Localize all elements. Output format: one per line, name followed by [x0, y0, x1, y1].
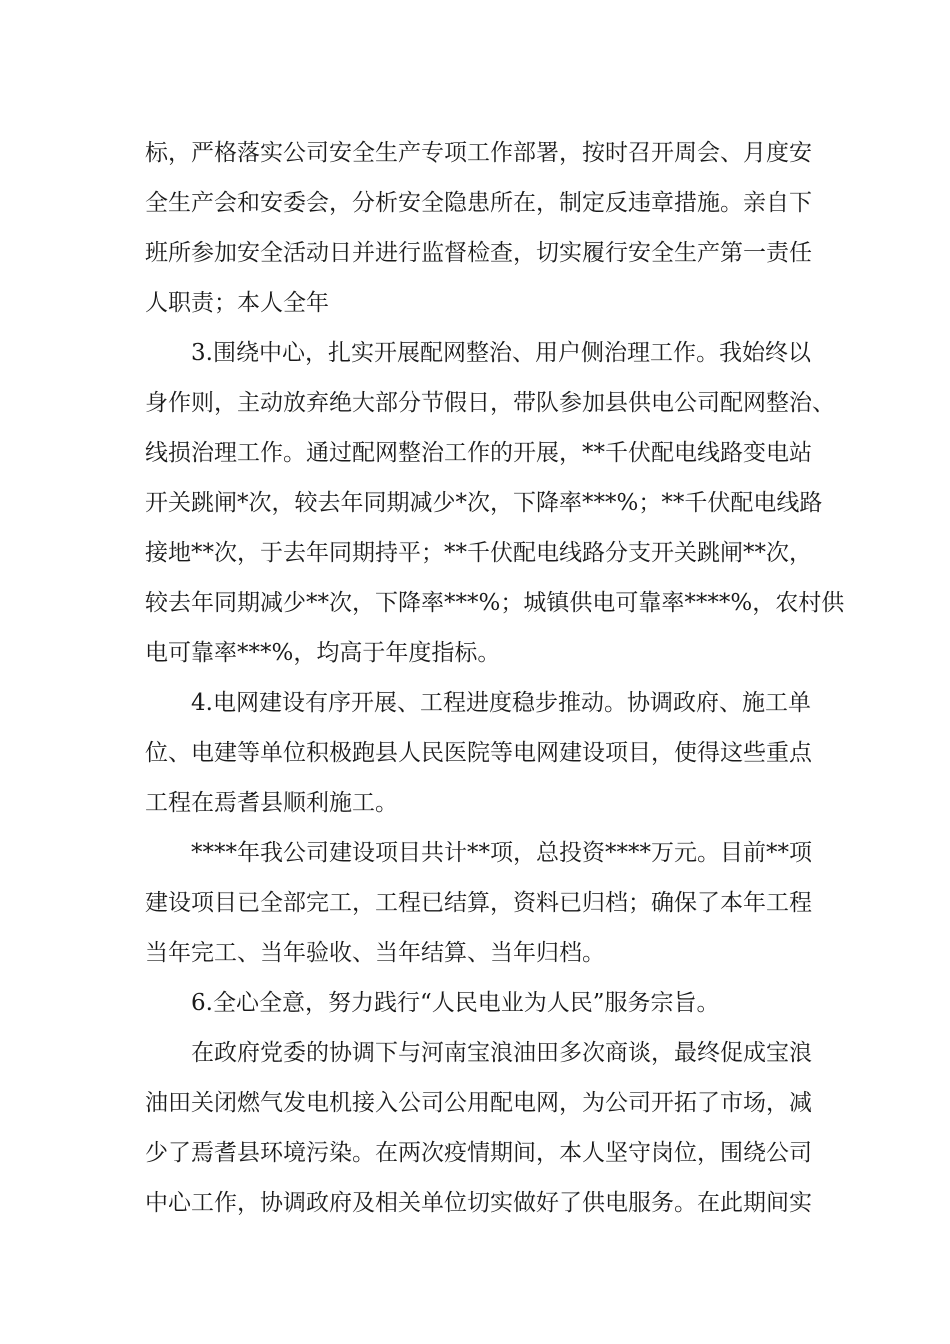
- text-line: 线损治理工作。通过配网整治工作的开展，**千伏配电线路变电站: [145, 440, 812, 466]
- text-line: 工程在焉耆县顺利施工。: [145, 790, 398, 816]
- text-line: 全生产会和安委会，分析安全隐患所在，制定反违章措施。亲自下: [145, 190, 812, 216]
- document-body: [145, 128, 845, 1228]
- text-line: 电可靠率***%，均高于年度指标。: [145, 640, 501, 666]
- paragraph-safety-continuation: [145, 128, 815, 328]
- text-line: 较去年同期减少**次，下降率***%；城镇供电可靠率****%，农村供: [145, 590, 845, 616]
- text-line: 身作则，主动放弃绝大部分节假日，带队参加县供电公司配网整治、: [145, 390, 835, 416]
- text-line: 当年完工、当年验收、当年结算、当年归档。: [145, 940, 605, 966]
- text-line: 4.电网建设有序开展、工程进度稳步推动。协调政府、施工单: [191, 690, 811, 716]
- text-line: 在政府党委的协调下与河南宝浪油田多次商谈，最终促成宝浪: [191, 1040, 812, 1066]
- text-line: 人职责；本人全年: [145, 290, 329, 316]
- text-line: 3.围绕中心，扎实开展配网整治、用户侧治理工作。我始终以: [191, 340, 811, 366]
- text-line: 少了焉耆县环境污染。在两次疫情期间，本人坚守岗位，围绕公司: [145, 1140, 812, 1166]
- paragraph-construction-projects: [145, 828, 815, 978]
- text-line: 接地**次，于去年同期持平；**千伏配电线路分支开关跳闸**次，: [145, 540, 812, 566]
- text-line: ****年我公司建设项目共计**项，总投资****万元。目前**项: [191, 840, 812, 866]
- text-line: 6.全心全意，努力践行“人民电业为人民”服务宗旨。: [191, 990, 720, 1016]
- text-line: 建设项目已全部完工，工程已结算，资料已归档；确保了本年工程: [145, 890, 812, 916]
- text-line: 开关跳闸*次，较去年同期减少*次，下降率***%；**千伏配电线路: [145, 490, 823, 516]
- text-line: 标，严格落实公司安全生产专项工作部署，按时召开周会、月度安: [145, 140, 812, 166]
- text-line: 位、电建等单位积极跑县人民医院等电网建设项目，使得这些重点: [145, 740, 812, 766]
- paragraph-service-purpose: [145, 978, 815, 1028]
- paragraph-grid-construction: [145, 678, 815, 828]
- text-line: 中心工作，协调政府及相关单位切实做好了供电服务。在此期间实: [145, 1190, 812, 1216]
- text-line: 油田关闭燃气发电机接入公司公用配电网，为公司开拓了市场，减: [145, 1090, 812, 1116]
- paragraph-oilfield-cooperation: [145, 1028, 815, 1228]
- text-line: 班所参加安全活动日并进行监督检查，切实履行安全生产第一责任: [145, 240, 812, 266]
- paragraph-distribution-network: [145, 328, 845, 678]
